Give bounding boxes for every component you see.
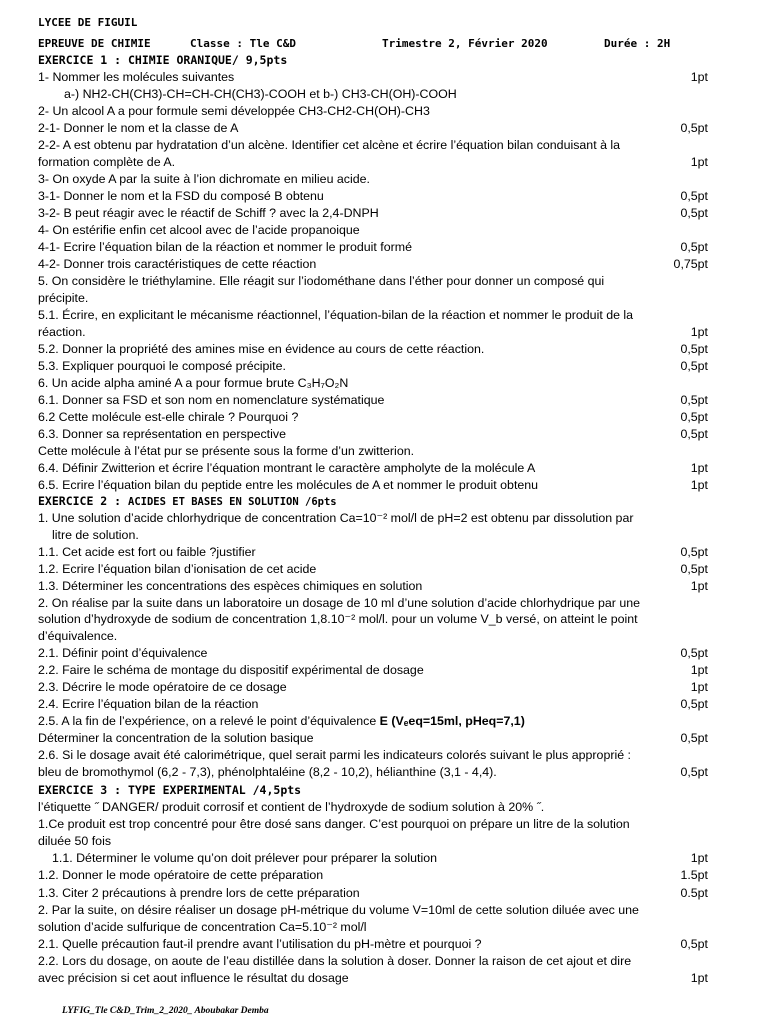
question-line: [38, 919, 708, 936]
points-label: 1.5pt: [680, 868, 708, 883]
question-line: [38, 154, 708, 171]
question-text: 2-1- Donner le nom et la classe de A: [38, 121, 239, 135]
question-text: 4-1- Ecrire l’équation bilan de la réaction et nommer le produit formé: [38, 240, 412, 254]
question-text: 5. On considère le triéthylamine. Elle réagit sur l’iodométhane dans l’éther pour donner un composé qui: [38, 274, 605, 288]
question-text: 1.2. Ecrire l’équation bilan d’ionisation de cet acide: [38, 561, 317, 576]
question-text: 2-2- A est obtenu par hydratation d’un alcène. Identifier cet alcène et écrire l’équation bilan conduisant à la: [38, 138, 621, 152]
question-line: [38, 324, 708, 341]
points-label: 0,5pt: [680, 206, 708, 220]
question-text: formation complète de A.: [38, 155, 176, 169]
question-line: [38, 679, 708, 696]
points-label: 0,5pt: [680, 561, 708, 576]
question-line: [38, 290, 708, 307]
question-line: [38, 885, 708, 902]
question-line: [38, 103, 708, 120]
question-text: avec précision si cet aout influence le résultat du dosage: [38, 971, 349, 985]
question-line: [38, 443, 708, 460]
question-line: [38, 273, 708, 290]
question-line: [38, 256, 708, 273]
question-text: 1.Ce produit est trop concentré pour être dosé sans danger. C’est pourquoi on prépare un litre de la solution: [38, 817, 630, 832]
question-text: 6.5. Ecrire l’équation bilan du peptide entre les molécules de A et nommer le produit obtenu: [38, 478, 539, 492]
question-line: [38, 510, 708, 527]
question-text: 6.3. Donner sa représentation en perspective: [38, 427, 286, 441]
question-text: 2.4. Ecrire l’équation bilan de la réaction: [38, 696, 259, 711]
question-line: [38, 730, 708, 747]
question-text: bleu de bromothymol (6,2 - 7,3), phénolphtaléine (8,2 - 10,2), hélianthine (3,1 - 4,4).: [38, 764, 497, 779]
points-label: 0,5pt: [680, 730, 708, 745]
question-text: 1.3. Déterminer les concentrations des espèces chimiques en solution: [38, 578, 423, 593]
question-text: a-) NH2-CH(CH3)-CH=CH-CH(CH3)-COOH et b-) CH3-CH(OH)-COOH: [64, 87, 457, 101]
question-line: [38, 953, 708, 970]
question-text: 2.5. A la fin de l’expérience, on a relevé le point d’équivalence E (Vₑeq=15ml, pHeq=7,1): [38, 713, 525, 728]
question-line: [38, 833, 708, 850]
question-text: 5.3. Expliquer pourquoi le composé précipite.: [38, 359, 286, 373]
footer-credit: LYFIG_Tle C&D_Trim_2_2020_ Aboubakar Demba: [62, 1006, 269, 1016]
question-text: 2.1. Quelle précaution faut-il prendre avant l’utilisation du pH-mètre et pourquoi ?: [38, 936, 482, 951]
points-label: 0,5pt: [680, 544, 708, 559]
equivalence-values: E (Vₑeq=15ml, pHeq=7,1): [379, 713, 525, 728]
question-text: 3-1- Donner le nom et la FSD du composé B obtenu: [38, 189, 324, 203]
question-line: [38, 120, 708, 137]
question-text: Déterminer la concentration de la solution basique: [38, 730, 314, 745]
question-text: réaction.: [38, 325, 86, 339]
question-text: 4-2- Donner trois caractéristiques de cette réaction: [38, 257, 317, 271]
question-line: [38, 171, 708, 188]
question-line: [38, 764, 708, 781]
question-text: 2.3. Décrire le mode opératoire de ce dosage: [38, 680, 287, 694]
points-label: 1pt: [690, 325, 708, 339]
question-line: [38, 544, 708, 561]
question-line: [38, 137, 708, 154]
question-line: [38, 307, 708, 324]
question-text: précipite.: [38, 291, 89, 305]
question-line: [38, 409, 708, 426]
question-text: 2.2. Lors du dosage, on aoute de l’eau distillée dans la solution à doser. Donner la raison de cet ajout et dire: [38, 953, 632, 968]
question-line: [38, 662, 708, 679]
points-label: 1pt: [690, 971, 708, 985]
points-label: 0.5pt: [680, 885, 708, 900]
exercise-2-title: EXERCICE 2 : ACIDES ET BASES EN SOLUTION /6pts: [38, 494, 337, 508]
question-line: [38, 341, 708, 358]
points-label: 0,5pt: [680, 696, 708, 711]
question-line: [38, 561, 708, 578]
question-line: [38, 747, 708, 764]
question-text: 1. Une solution d’acide chlorhydrique de concentration Ca=10⁻² mol/l de pH=2 est obtenu par dissolution par: [38, 511, 634, 525]
exam-header-row: [38, 35, 708, 52]
question-line: [38, 850, 708, 867]
question-line: [38, 611, 708, 628]
question-text: Cette molécule à l’état pur se présente sous la forme d’un zwitterion.: [38, 444, 415, 458]
question-text: 3- On oxyde A par la suite à l’ion dichromate en milieu acide.: [38, 172, 370, 186]
question-text: litre de solution.: [52, 527, 139, 542]
question-text: 2.1. Définir point d’équivalence: [38, 646, 208, 661]
question-text: 6. Un acide alpha aminé A a pour formue brute C₃H₇O₂N: [38, 376, 349, 390]
question-line: [38, 902, 708, 919]
school-name: LYCEE DE FIGUIL: [38, 16, 138, 29]
points-label: 1pt: [690, 680, 708, 694]
question-text: 6.2 Cette molécule est-elle chirale ? Pourquoi ?: [38, 410, 299, 424]
class-label: Classe : Tle C&D: [190, 37, 296, 50]
question-line: [38, 936, 708, 953]
question-text: 2. Par la suite, on désire réaliser un dosage pH-métrique du volume V=10ml de cette solution diluée avec une: [38, 902, 639, 917]
question-line: [38, 358, 708, 375]
question-line: [38, 477, 708, 494]
question-text: 5.2. Donner la propriété des amines mise en évidence au cours de cette réaction.: [38, 342, 485, 356]
duration-label: Durée : 2H: [604, 37, 671, 50]
question-line: [38, 460, 708, 477]
points-label: 0,5pt: [680, 121, 708, 135]
question-text: 1.1. Cet acide est fort ou faible ?justifier: [38, 544, 256, 559]
question-text: l’étiquette ˝ DANGER/ produit corrosif et contient de l’hydroxyde de sodium solution à 20% ˝.: [38, 800, 545, 814]
exercise-3-title: EXERCICE 3 : TYPE EXPERIMENTAL /4,5pts: [38, 783, 302, 797]
question-line: [38, 527, 708, 544]
question-text: 1- Nommer les molécules suivantes: [38, 70, 235, 84]
exam-title: EPREUVE DE CHIMIE: [38, 37, 151, 50]
question-line: [38, 426, 708, 443]
question-text: 6.1. Donner sa FSD et son nom en nomenclature systématique: [38, 393, 385, 407]
points-label: 0,5pt: [680, 189, 708, 203]
question-line: [38, 713, 708, 730]
question-line: [38, 867, 708, 884]
points-label: 0,5pt: [680, 410, 708, 424]
question-line: [38, 645, 708, 662]
points-label: 0,5pt: [680, 764, 708, 779]
question-text: 1.3. Citer 2 précautions à prendre lors de cette préparation: [38, 885, 360, 900]
question-line: [38, 628, 708, 645]
question-text: 1.2. Donner le mode opératoire de cette préparation: [38, 868, 324, 883]
question-line: [38, 375, 708, 392]
question-line: [38, 578, 708, 595]
exercise-1-title: EXERCICE 1 : CHIMIE ORANIQUE/ 9,5pts: [38, 53, 288, 67]
points-label: 0,5pt: [680, 427, 708, 441]
question-text: 2. On réalise par la suite dans un laboratoire un dosage de 10 ml d’une solution d’acide chlorhydrique par une: [38, 595, 641, 610]
question-text: 2.2. Faire le schéma de montage du dispositif expérimental de dosage: [38, 663, 424, 678]
points-label: 0,5pt: [680, 240, 708, 254]
question-text: diluée 50 fois: [38, 834, 112, 849]
points-label: 1pt: [690, 578, 708, 593]
points-label: 0,5pt: [680, 342, 708, 356]
question-line: [38, 188, 708, 205]
question-line: [38, 595, 708, 612]
question-text: 2- Un alcool A a pour formule semi développée CH3-CH2-CH(OH)-CH3: [38, 104, 430, 118]
points-label: 0,5pt: [680, 393, 708, 407]
question-text: d’équivalence.: [38, 629, 118, 644]
question-text: 5.1. Écrire, en explicitant le mécanisme réactionnel, l’équation-bilan de la réaction et nommer le produit de la: [38, 308, 634, 322]
question-line: [38, 799, 708, 816]
question-text: 6.4. Définir Zwitterion et écrire l’équation montrant le caractère ampholyte de la molécule A: [38, 461, 536, 475]
question-text: solution d’acide sulfurique de concentration Ca=5.10⁻² mol/l: [38, 919, 367, 934]
question-line: [38, 696, 708, 713]
term-label: Trimestre 2, Février 2020: [382, 37, 548, 50]
question-text: 4- On estérifie enfin cet alcool avec de l’acide propanoique: [38, 223, 360, 237]
question-line: [38, 970, 708, 987]
points-label: 1pt: [690, 461, 708, 475]
question-line: [38, 239, 708, 256]
question-text: 3-2- B peut réagir avec le réactif de Schiff ? avec la 2,4-DNPH: [38, 206, 379, 220]
points-label: 1pt: [690, 70, 708, 84]
question-text: 2.6. Si le dosage avait été calorimétrique, quel serait parmi les indicateurs colorés suivant le plus approprié :: [38, 747, 631, 762]
question-line: [38, 69, 708, 86]
points-label: 0,5pt: [680, 646, 708, 661]
points-label: 0,5pt: [680, 936, 708, 951]
points-label: 0,5pt: [680, 359, 708, 373]
points-label: 0,75pt: [673, 257, 708, 271]
question-line: [38, 816, 708, 833]
points-label: 1pt: [690, 663, 708, 678]
question-line: [38, 205, 708, 222]
question-text: 1.1. Déterminer le volume qu’on doit prélever pour préparer la solution: [52, 851, 438, 866]
question-line: [38, 392, 708, 409]
points-label: 1pt: [690, 155, 708, 169]
question-line: [38, 86, 708, 103]
question-text: solution d’hydroxyde de sodium de concentration 1,8.10⁻² mol/l. pour un volume V_b versé, on atteint le point: [38, 612, 638, 627]
points-label: 1pt: [690, 478, 708, 492]
points-label: 1pt: [690, 851, 708, 866]
question-line: [38, 222, 708, 239]
